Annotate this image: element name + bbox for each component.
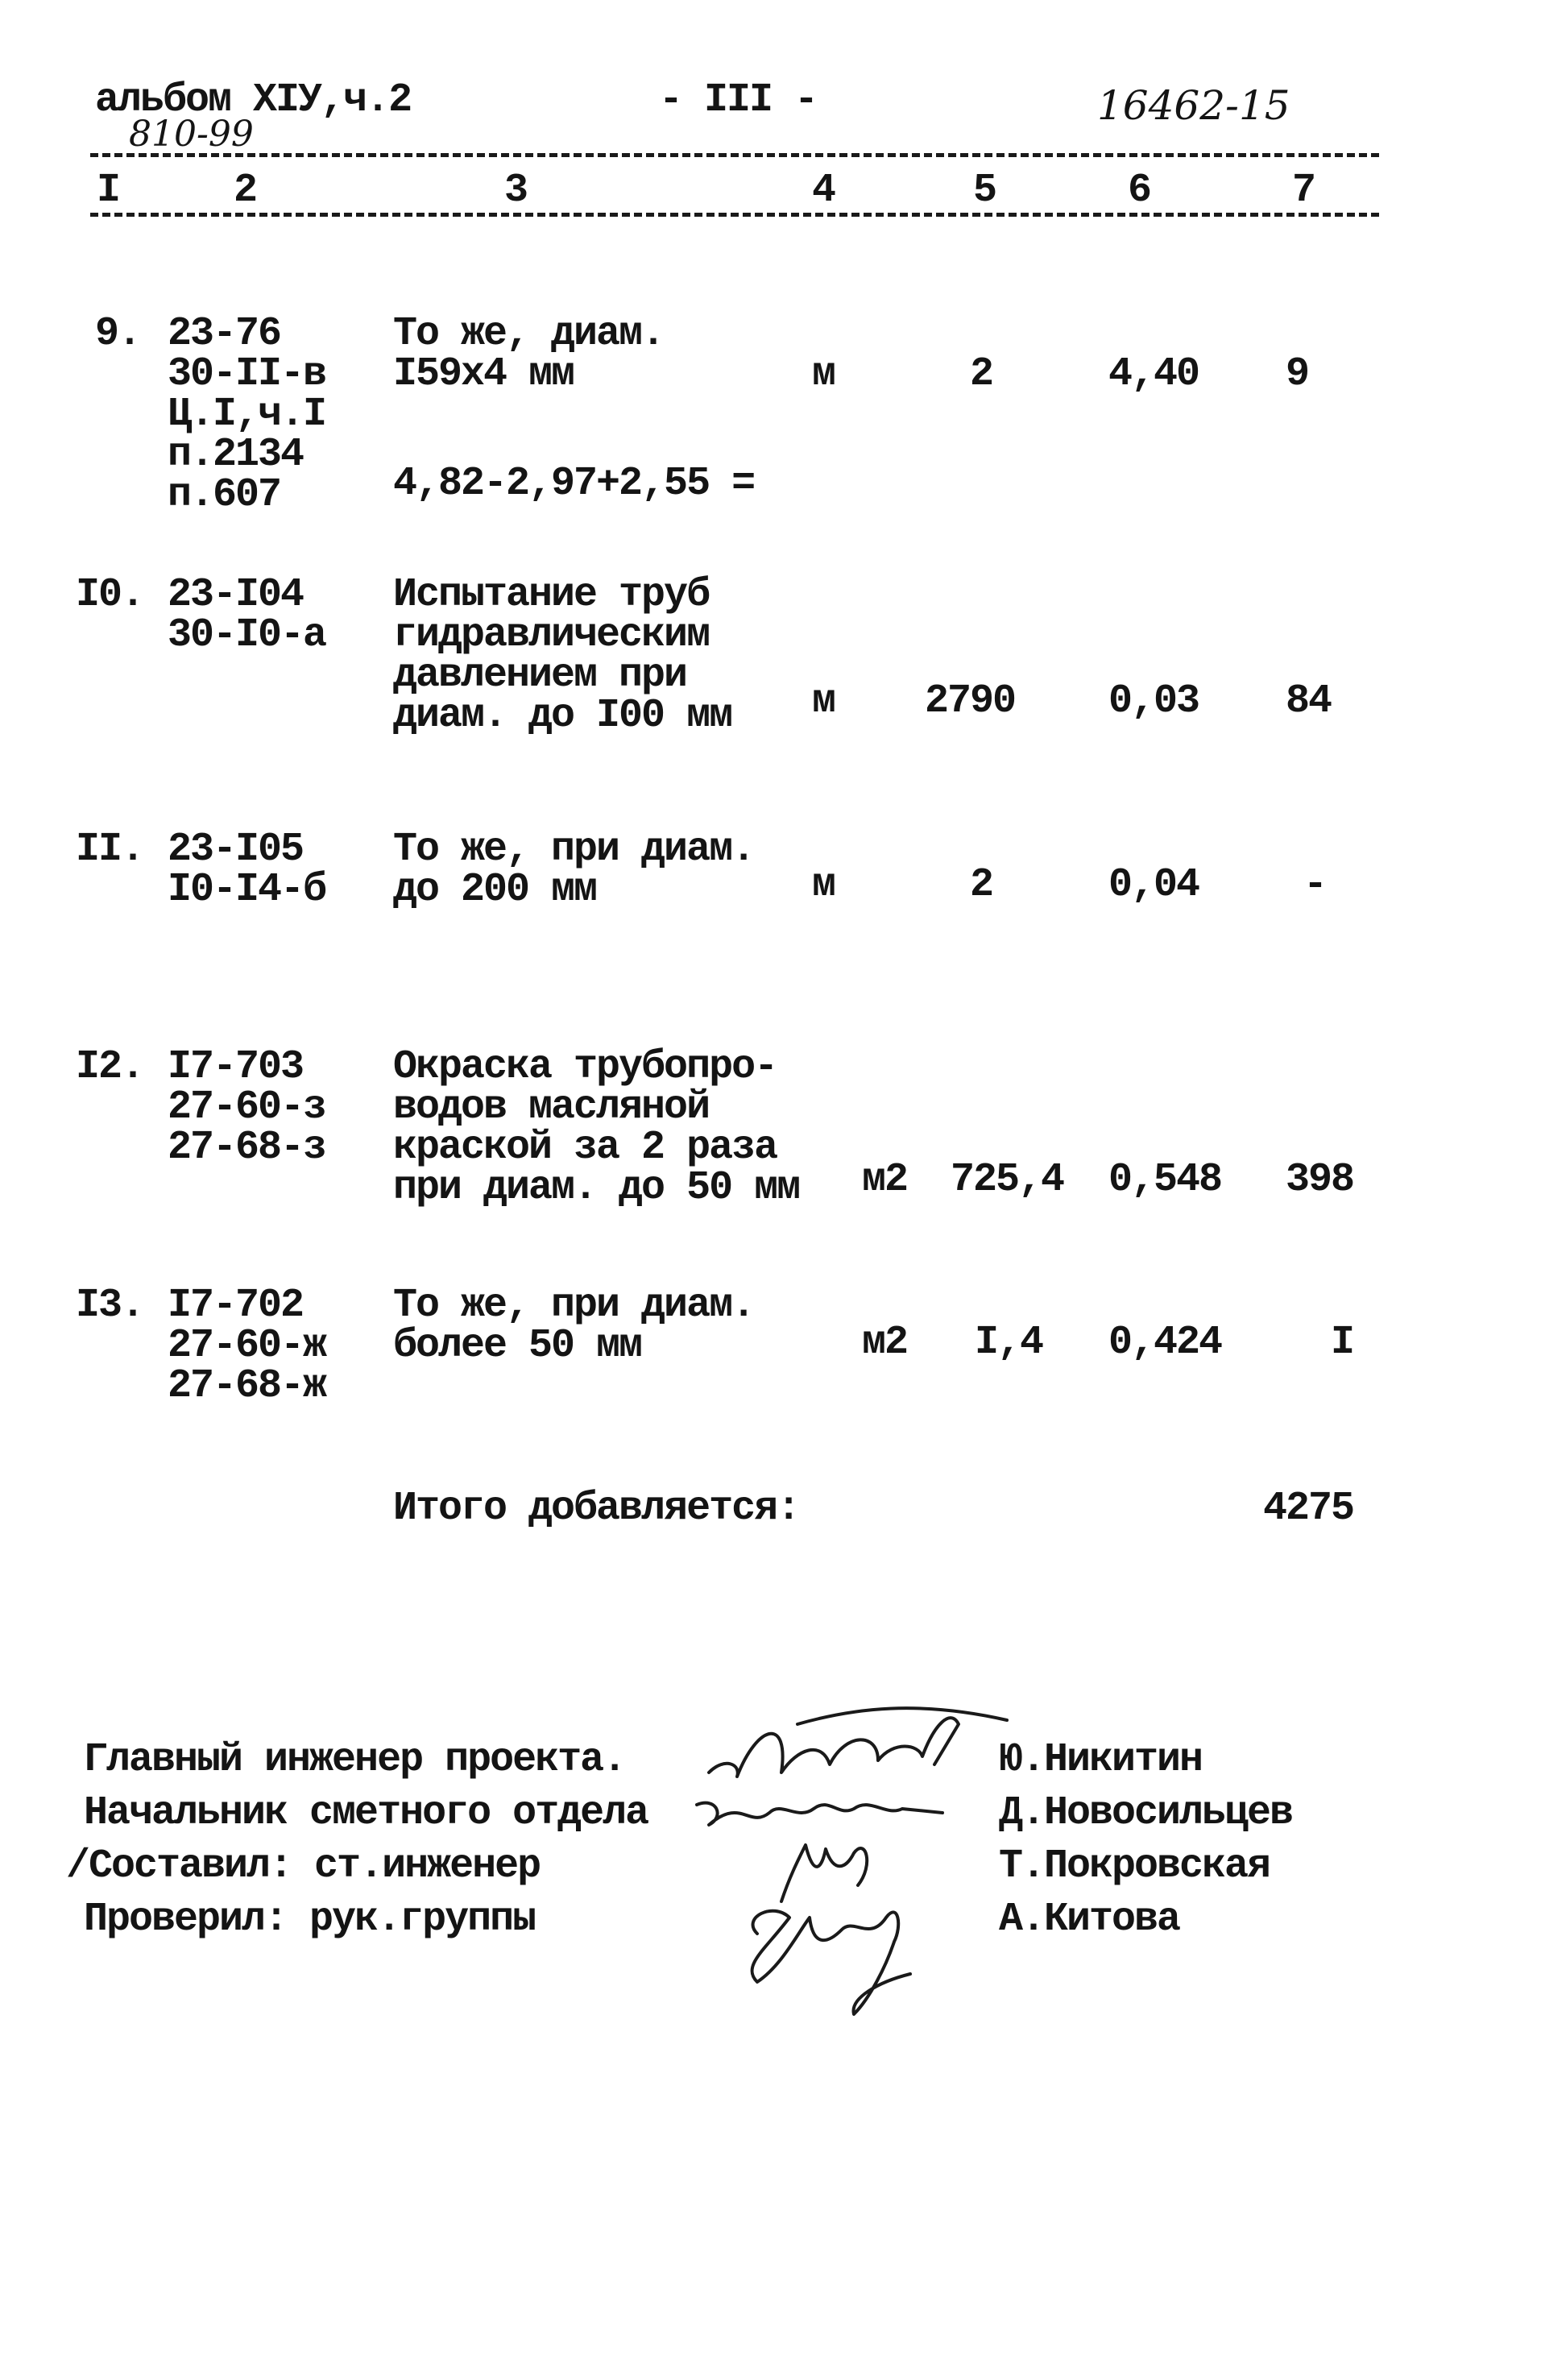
row-description: То же, при диам. более 50 мм: [393, 1283, 755, 1369]
signature-role-chief-engineer: Главный инженер проекта.: [84, 1737, 626, 1783]
column-number-7: 7: [1292, 168, 1315, 214]
row-description: Окраска трубопро- водов масляной краской за 2 раза при диам. до 50 мм: [393, 1044, 800, 1211]
row-formula: 4,82-2,97+2,55 =: [393, 461, 755, 507]
row-description: То же, диам. I59х4 мм: [393, 311, 665, 397]
column-number-3: 3: [504, 168, 528, 214]
signature-stroke-4: [752, 1911, 910, 2014]
row-unit: м2: [862, 1157, 908, 1203]
row-number: II.: [76, 827, 144, 873]
row-quantity: I,4: [975, 1320, 1043, 1366]
row-total: I: [1331, 1320, 1354, 1366]
row-total: -: [1303, 862, 1327, 908]
row-codes: 23-I05 I0-I4-б: [168, 827, 326, 913]
signature-role-checker: Проверил: рук.группы: [84, 1897, 536, 1943]
signature-stroke-2: [697, 1803, 942, 1825]
row-unit: м: [812, 862, 835, 908]
signature-name-pokrovskaya: Т.Покровская: [999, 1843, 1270, 1889]
row-quantity: 725,4: [951, 1157, 1064, 1203]
document-number: 16462-15: [1097, 82, 1290, 129]
signature-name-kitova: А.Китова: [999, 1897, 1180, 1943]
handwritten-signatures: [693, 1676, 1031, 2030]
column-number-6: 6: [1128, 168, 1151, 214]
row-codes: 23-76 30-II-в Ц.I,ч.I п.2134 п.607: [168, 311, 326, 518]
row-quantity: 2: [970, 351, 993, 397]
row-codes: I7-703 27-60-з 27-68-з: [168, 1044, 326, 1171]
row-quantity: 2: [970, 862, 993, 908]
row-number: 9.: [95, 311, 141, 357]
total-label: Итого добавляется:: [393, 1486, 800, 1532]
row-number: I0.: [76, 572, 144, 618]
column-number-2: 2: [234, 168, 257, 214]
row-quantity: 2790: [925, 678, 1016, 724]
signature-name-nikitin: Ю.Никитин: [999, 1737, 1203, 1783]
column-number-4: 4: [812, 168, 835, 214]
row-codes: I7-702 27-60-ж 27-68-ж: [168, 1283, 326, 1409]
row-total: 398: [1286, 1157, 1354, 1203]
row-unit-price: 0,548: [1108, 1157, 1222, 1203]
row-unit: м2: [862, 1320, 908, 1366]
row-codes: 23-I04 30-I0-а: [168, 572, 326, 658]
page-number: - III -: [659, 77, 818, 123]
row-total: 9: [1286, 351, 1309, 397]
row-unit-price: 0,03: [1108, 678, 1199, 724]
row-number: I2.: [76, 1044, 144, 1090]
row-total: 84: [1286, 678, 1332, 724]
signature-role-estimate-head: Начальник сметного отдела: [84, 1790, 648, 1836]
signature-stroke-1: [709, 1708, 1007, 1777]
signature-stroke-3: [781, 1845, 867, 1901]
row-unit-price: 0,424: [1108, 1320, 1222, 1366]
signature-name-novosiltsev: Д.Новосильцев: [999, 1790, 1293, 1836]
row-description: То же, при диам. до 200 мм: [393, 827, 755, 913]
header-divider-bottom: [90, 213, 1379, 217]
column-number-5: 5: [973, 168, 996, 214]
row-number: I3.: [76, 1283, 144, 1329]
row-unit: м: [812, 351, 835, 397]
signature-role-compiler: /Составил: ст.инженер: [66, 1843, 541, 1889]
column-number-1: I: [97, 168, 120, 214]
album-handwritten-code: 810-99: [129, 114, 254, 155]
row-description: Испытание труб гидравлическим давлением при диам. до I00 мм: [393, 572, 732, 739]
album-label: альбом XIУ,ч.2: [95, 77, 412, 123]
row-unit-price: 4,40: [1108, 351, 1199, 397]
row-unit: м: [812, 678, 835, 724]
header-divider-top: [90, 153, 1379, 157]
row-unit-price: 0,04: [1108, 862, 1199, 908]
total-value: 4275: [1263, 1486, 1354, 1532]
